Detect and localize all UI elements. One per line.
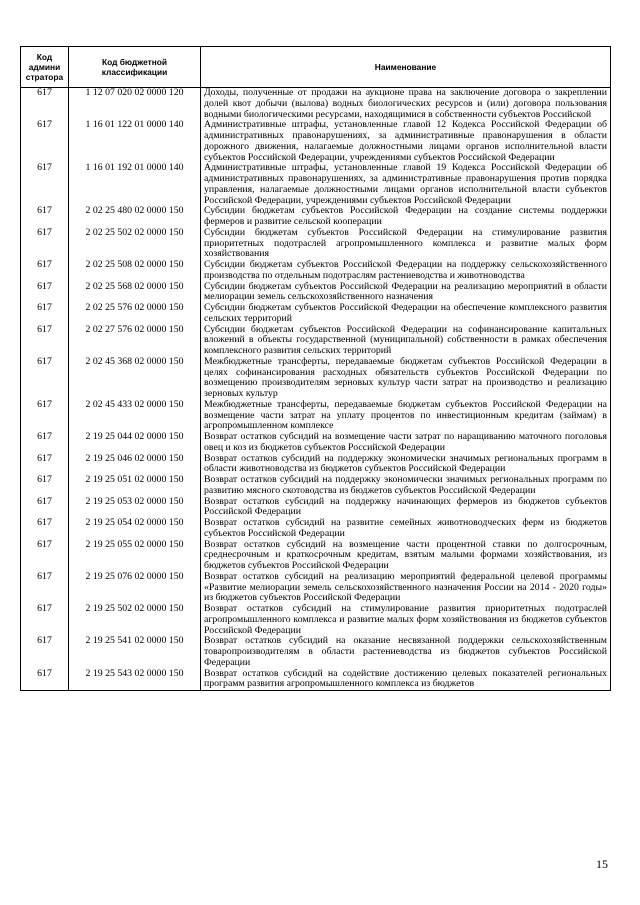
budget-code-cell: 2 02 25 480 02 0000 150 (69, 206, 201, 228)
table-row (21, 325, 611, 357)
budget-code-cell: 2 19 25 051 02 0000 150 (69, 475, 201, 497)
budget-code-cell: 2 02 45 433 02 0000 150 (69, 400, 201, 432)
table-row (21, 518, 611, 540)
admin-code-cell: 617 (21, 432, 69, 454)
name-cell: Возврат остатков субсидий на оказание несвязанной поддержки сельскохозяйственным товаропроизводителям в области растениеводства из бюджетов субъектов Российской Федерации (201, 636, 611, 668)
admin-code-cell: 617 (21, 120, 69, 163)
budget-codes-table-container (20, 46, 610, 691)
table-row (21, 400, 611, 432)
table-row (21, 163, 611, 206)
table-row (21, 260, 611, 282)
name-cell: Административные штрафы, установленные главой 12 Кодекса Российской Федерации об административных правонарушениях, за административные правонарушения в области дорожного движения, налагаемые должностными лицами органов исполнительной власти субъектов Российской Федерации, учреждениями субъектов Российской Федерации (201, 120, 611, 163)
budget-code-cell: 1 16 01 192 01 0000 140 (69, 163, 201, 206)
table-body (21, 88, 611, 691)
admin-code-cell: 617 (21, 325, 69, 357)
budget-code-cell: 2 02 27 576 02 0000 150 (69, 325, 201, 357)
table-row (21, 432, 611, 454)
budget-code-cell: 1 12 07 020 02 0000 120 (69, 88, 201, 121)
admin-code-cell: 617 (21, 540, 69, 572)
name-cell: Межбюджетные трансферты, передаваемые бюджетам субъектов Российской Федерации в целях софинансирования расходных обязательств субъектов Российской Федерации по возмещению производителям зерновых культур части затрат на производство и реализацию зерновых культур (201, 357, 611, 400)
budget-code-cell: 2 19 25 543 02 0000 150 (69, 669, 201, 691)
budget-code-cell: 2 19 25 046 02 0000 150 (69, 454, 201, 476)
name-cell: Возврат остатков субсидий на реализацию мероприятий федеральной целевой программы «Развитие мелиорации земель сельскохозяйственного назначения России на 2014 - 2020 годы» из бюджетов субъектов Российской Федерации (201, 572, 611, 604)
admin-code-cell: 617 (21, 357, 69, 400)
name-cell: Возврат остатков субсидий на поддержку экономически значимых региональных программ в области животноводства из бюджетов субъектов Российской Федерации (201, 454, 611, 476)
admin-code-cell: 617 (21, 497, 69, 519)
name-cell: Возврат остатков субсидий на развитие семейных животноводческих ферм из бюджетов субъектов Российской Федерации (201, 518, 611, 540)
header-budget-code: Код бюджетной классификации (69, 47, 201, 88)
table-row (21, 497, 611, 519)
table-row (21, 475, 611, 497)
table-row (21, 303, 611, 325)
budget-code-cell: 2 19 25 502 02 0000 150 (69, 604, 201, 636)
name-cell: Субсидии бюджетам субъектов Российской Федерации на создание системы поддержки фермеров и развитие сельской кооперации (201, 206, 611, 228)
name-cell: Субсидии бюджетам субъектов Российской Федерации на стимулирование развития приоритетных подотраслей агропромышленного комплекса и развитие малых форм хозяйствования (201, 228, 611, 260)
page-number: 15 (596, 857, 608, 871)
budget-code-cell: 1 16 01 122 01 0000 140 (69, 120, 201, 163)
header-admin-code: Код админи стратора (21, 47, 69, 88)
budget-code-cell: 2 19 25 055 02 0000 150 (69, 540, 201, 572)
table-row (21, 669, 611, 691)
admin-code-cell: 617 (21, 475, 69, 497)
budget-codes-table (20, 46, 611, 691)
budget-code-cell: 2 19 25 541 02 0000 150 (69, 636, 201, 668)
name-cell: Субсидии бюджетам субъектов Российской Федерации на софинансирование капитальных вложений в объекты государственной (муниципальной) собственности в рамках обеспечения комплексного развития сельских территорий (201, 325, 611, 357)
table-row (21, 120, 611, 163)
budget-code-cell: 2 02 45 368 02 0000 150 (69, 357, 201, 400)
name-cell: Административные штрафы, установленные главой 19 Кодекса Российской Федерации об административных правонарушениях, за административные правонарушения против порядка управления, налагаемые должностными лицами органов исполнительной власти субъектов Российской Федерации, учреждениями субъектов Российской Федерации (201, 163, 611, 206)
table-row (21, 572, 611, 604)
admin-code-cell: 617 (21, 88, 69, 121)
admin-code-cell: 617 (21, 303, 69, 325)
table-row (21, 357, 611, 400)
name-cell: Межбюджетные трансферты, передаваемые бюджетам субъектов Российской Федерации на возмещение части затрат на уплату процентов по инвестиционным кредитам (займам) в агропромышленном комплексе (201, 400, 611, 432)
admin-code-cell: 617 (21, 163, 69, 206)
name-cell: Субсидии бюджетам субъектов Российской Федерации на реализацию мероприятий в области мелиорации земель сельскохозяйственного назначения (201, 282, 611, 304)
name-cell: Возврат остатков субсидий на возмещение части процентной ставки по долгосрочным, среднесрочным и краткосрочным кредитам, взятым малыми формами хозяйствования, из бюджетов субъектов Российской Федерации (201, 540, 611, 572)
admin-code-cell: 617 (21, 206, 69, 228)
admin-code-cell: 617 (21, 454, 69, 476)
table-row (21, 636, 611, 668)
budget-code-cell: 2 19 25 053 02 0000 150 (69, 497, 201, 519)
budget-code-cell: 2 19 25 044 02 0000 150 (69, 432, 201, 454)
budget-code-cell: 2 02 25 508 02 0000 150 (69, 260, 201, 282)
name-cell: Субсидии бюджетам субъектов Российской Федерации на поддержку сельскохозяйственного производства по отдельным подотраслям растениеводства и животноводства (201, 260, 611, 282)
name-cell: Возврат остатков субсидий на содействие достижению целевых показателей региональных программ развития агропромышленного комплекса из бюджетов (201, 669, 611, 691)
admin-code-cell: 617 (21, 572, 69, 604)
name-cell: Субсидии бюджетам субъектов Российской Федерации на обеспечение комплексного развития сельских территорий (201, 303, 611, 325)
table-row (21, 206, 611, 228)
table-row (21, 282, 611, 304)
name-cell: Возврат остатков субсидий на стимулирование развития приоритетных подотраслей агропромышленного комплекса и развитие малых форм хозяйствования из бюджетов субъектов Российской Федерации (201, 604, 611, 636)
admin-code-cell: 617 (21, 282, 69, 304)
admin-code-cell: 617 (21, 518, 69, 540)
name-cell: Доходы, полученные от продажи на аукционе права на заключение договора о закреплении долей квот добычи (вылова) водных биологических ресурсов и (или) договора пользования водными биологическими ресурсами, находящимися в собственности субъектов Российской (201, 88, 611, 121)
name-cell: Возврат остатков субсидий на поддержку начинающих фермеров из бюджетов субъектов Российской Федерации (201, 497, 611, 519)
table-row (21, 454, 611, 476)
admin-code-cell: 617 (21, 604, 69, 636)
name-cell: Возврат остатков субсидий на поддержку экономически значимых региональных программ по развитию мясного скотоводства из бюджетов субъектов Российской Федерации (201, 475, 611, 497)
budget-code-cell: 2 02 25 502 02 0000 150 (69, 228, 201, 260)
budget-code-cell: 2 19 25 076 02 0000 150 (69, 572, 201, 604)
budget-code-cell: 2 02 25 568 02 0000 150 (69, 282, 201, 304)
header-name: Наименование (201, 47, 611, 88)
admin-code-cell: 617 (21, 400, 69, 432)
table-row (21, 540, 611, 572)
budget-code-cell: 2 19 25 054 02 0000 150 (69, 518, 201, 540)
table-row (21, 604, 611, 636)
table-header-row (21, 47, 611, 88)
admin-code-cell: 617 (21, 669, 69, 691)
table-row (21, 88, 611, 121)
admin-code-cell: 617 (21, 228, 69, 260)
budget-code-cell: 2 02 25 576 02 0000 150 (69, 303, 201, 325)
admin-code-cell: 617 (21, 636, 69, 668)
admin-code-cell: 617 (21, 260, 69, 282)
name-cell: Возврат остатков субсидий на возмещение части затрат по наращиванию маточного поголовья овец и коз из бюджетов субъектов Российской Федерации (201, 432, 611, 454)
table-row (21, 228, 611, 260)
